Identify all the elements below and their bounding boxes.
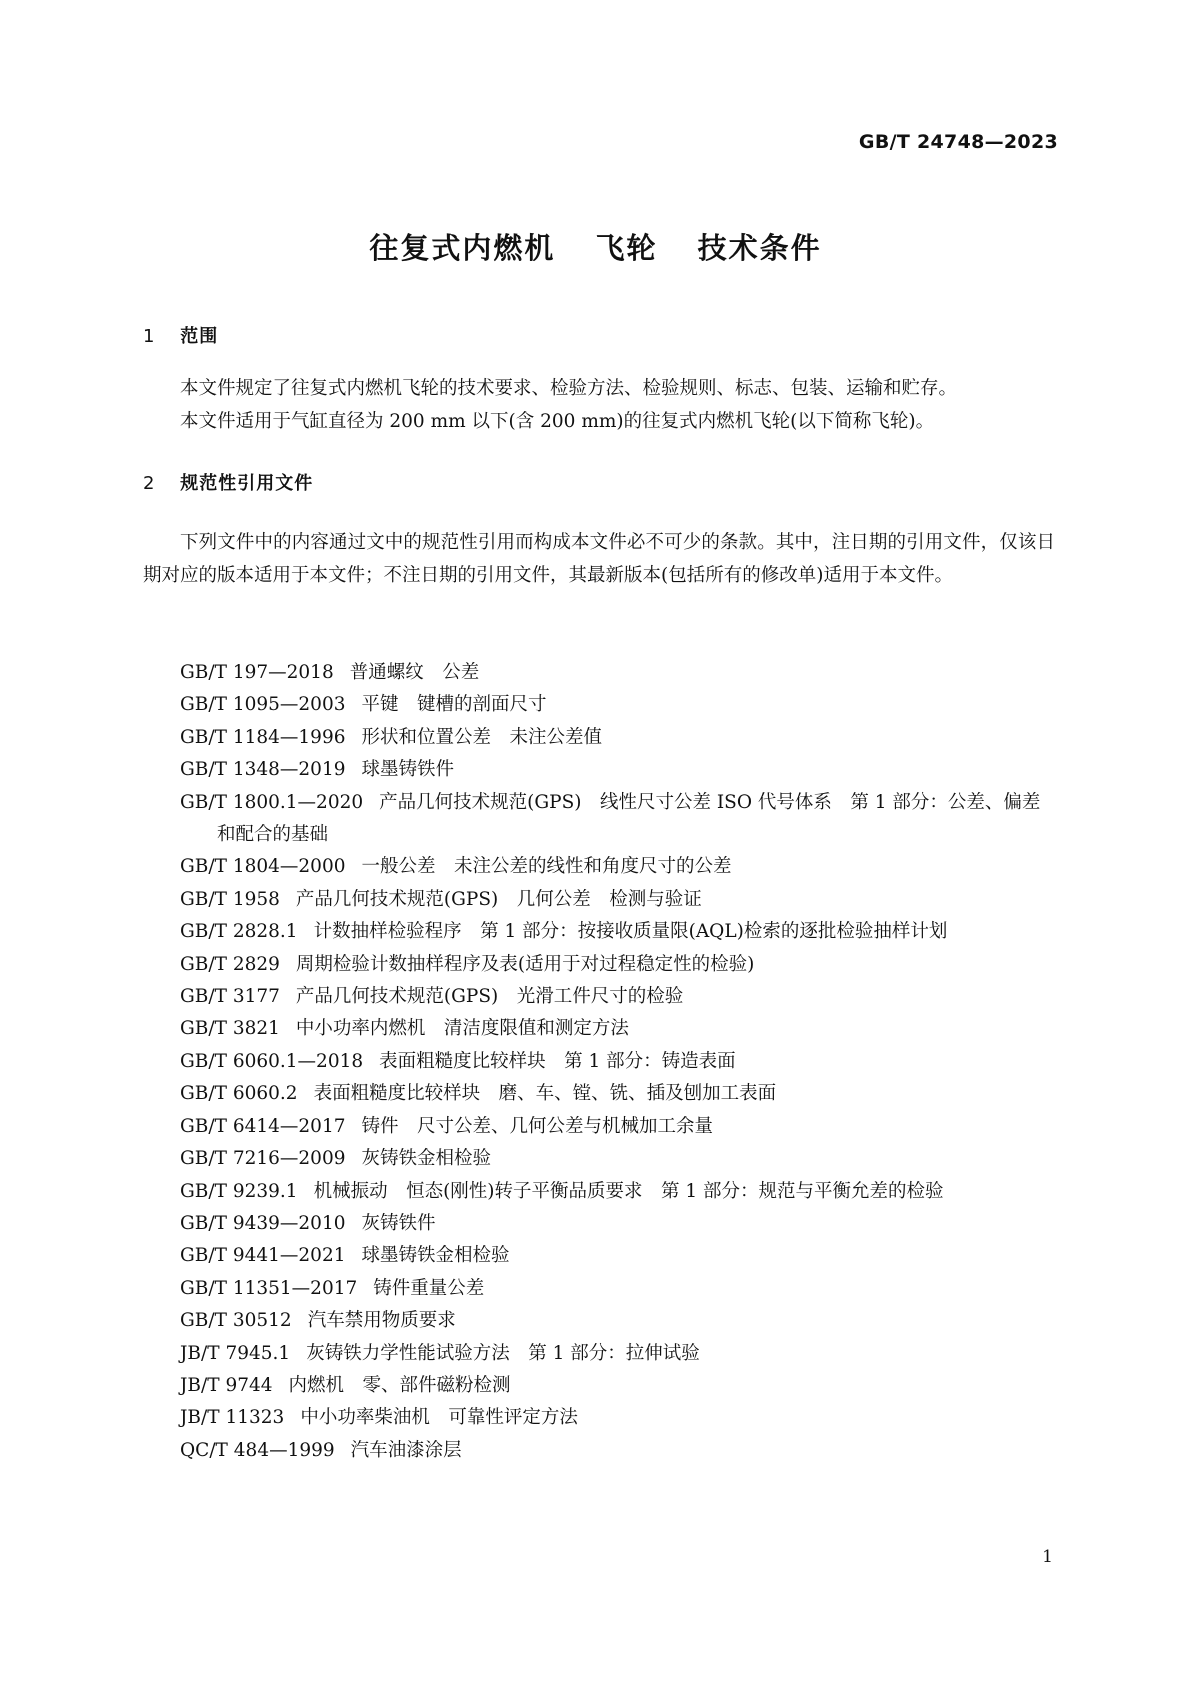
reference-item [180,949,1055,981]
title-part: 往复式内燃机 [369,231,556,265]
reference-code: GB/T 7216—2009 [180,1148,346,1170]
reference-title: 内燃机 零、部件磁粉检测 [288,1374,511,1396]
reference-code: JB/T 9744 [180,1374,273,1396]
reference-item [180,1338,1055,1370]
reference-title: 产品几何技术规范(GPS) 线性尺寸公差 ISO 代号体系 第 1 部分：公差、偏差和配合的基础 [217,791,1041,846]
reference-title: 形状和位置公差 未注公差值 [361,726,603,748]
section-number: 1 [143,326,156,347]
reference-title: 灰铸铁金相检验 [361,1148,492,1170]
reference-item [180,916,1055,948]
reference-code: GB/T 3177 [180,986,280,1008]
reference-code: GB/T 6060.1—2018 [180,1050,364,1072]
reference-title: 计数抽样检验程序 第 1 部分：按接收质量限(AQL)检索的逐批检验抽样计划 [313,921,948,943]
reference-code: GB/T 2828.1 [180,921,298,943]
paragraph: 下列文件中的内容通过文中的规范性引用而构成本文件必不可少的条款。其中，注日期的引用文件，仅该日期对应的版本适用于本文件；不注日期的引用文件，其最新版本(包括所有的修改单)适用于本文件。 [143,532,1055,586]
section-title: 范围 [180,326,219,347]
reference-code: GB/T 9439—2010 [180,1212,346,1234]
reference-item [180,1143,1055,1175]
reference-title: 周期检验计数抽样程序及表(适用于对过程稳定性的检验) [295,953,755,975]
reference-item [180,1240,1055,1272]
reference-item [180,1208,1055,1240]
title-part: 技术条件 [697,231,822,265]
section-1-body [143,372,1055,438]
reference-code: GB/T 1804—2000 [180,856,346,878]
section-2-intro [143,526,1055,592]
section-title: 规范性引用文件 [180,473,314,494]
reference-item [180,1046,1055,1078]
reference-item [180,1078,1055,1110]
reference-code: GB/T 6414—2017 [180,1115,346,1137]
reference-title: 一般公差 未注公差的线性和角度尺寸的公差 [361,856,732,878]
reference-code: JB/T 7945.1 [180,1342,291,1364]
reference-item [180,981,1055,1013]
reference-code: GB/T 30512 [180,1310,292,1332]
reference-item [180,1370,1055,1402]
reference-title: 平键 键槽的剖面尺寸 [361,694,547,716]
reference-title: 灰铸铁件 [361,1212,436,1234]
reference-item [180,722,1055,754]
reference-code: GB/T 1184—1996 [180,726,346,748]
reference-item [180,1402,1055,1434]
reference-title: 表面粗糙度比较样块 磨、车、镗、铣、插及刨加工表面 [313,1083,777,1105]
reference-item [180,787,1055,852]
reference-item [180,754,1055,786]
document-title [0,226,1191,267]
reference-title: 机械振动 恒态(刚性)转子平衡品质要求 第 1 部分：规范与平衡允差的检验 [313,1180,944,1202]
page-number: 1 [1042,1547,1053,1567]
reference-title: 普通螺纹 公差 [349,662,480,683]
reference-title: 表面粗糙度比较样块 第 1 部分：铸造表面 [379,1050,736,1072]
section-2-heading [143,469,313,495]
reference-code: GB/T 6060.2 [180,1083,298,1105]
reference-item [180,1435,1055,1467]
reference-title: 球墨铸铁金相检验 [361,1245,510,1267]
reference-code: QC/T 484—1999 [180,1439,335,1461]
reference-title: 产品几何技术规范(GPS) 几何公差 检测与验证 [295,888,702,910]
reference-code: JB/T 11323 [180,1407,285,1429]
reference-item [180,689,1055,721]
reference-item [180,1273,1055,1305]
section-1-heading [143,322,218,348]
reference-title: 铸件 尺寸公差、几何公差与机械加工余量 [361,1115,714,1137]
reference-title: 铸件重量公差 [373,1277,485,1299]
reference-item [180,1305,1055,1337]
reference-list [143,657,1055,1467]
reference-title: 灰铸铁力学性能试验方法 第 1 部分：拉伸试验 [306,1342,700,1364]
reference-item [180,1176,1055,1208]
reference-code: GB/T 2829 [180,953,280,975]
reference-code: GB/T 9441—2021 [180,1245,346,1267]
paragraph: 本文件适用于气缸直径为 200 mm 以下(含 200 mm)的往复式内燃机飞轮(以下简称飞轮)。 [180,411,935,432]
reference-title: 汽车油漆涂层 [350,1439,462,1461]
reference-item [180,1111,1055,1143]
reference-code: GB/T 1095—2003 [180,694,346,716]
reference-code: GB/T 1348—2019 [180,759,346,781]
reference-title: 球墨铸铁件 [361,759,455,781]
reference-code: GB/T 3821 [180,1018,280,1040]
reference-item [180,851,1055,883]
reference-title: 产品几何技术规范(GPS) 光滑工件尺寸的检验 [295,986,684,1008]
reference-item [180,657,1055,689]
reference-title: 中小功率内燃机 清洁度限值和测定方法 [295,1018,629,1040]
reference-code: GB/T 1800.1—2020 [180,791,364,813]
reference-code: GB/T 11351—2017 [180,1277,358,1299]
paragraph: 本文件规定了往复式内燃机飞轮的技术要求、检验方法、检验规则、标志、包装、运输和贮存。 [180,378,958,399]
reference-code: GB/T 197—2018 [180,662,334,683]
reference-code: GB/T 9239.1 [180,1180,298,1202]
standard-id: GB/T 24748—2023 [858,131,1058,153]
reference-item [180,1013,1055,1045]
title-part: 飞轮 [595,231,658,265]
section-number: 2 [143,473,156,494]
reference-code: GB/T 1958 [180,888,280,910]
reference-title: 中小功率柴油机 可靠性评定方法 [300,1407,578,1429]
reference-item [180,884,1055,916]
reference-title: 汽车禁用物质要求 [307,1310,456,1332]
